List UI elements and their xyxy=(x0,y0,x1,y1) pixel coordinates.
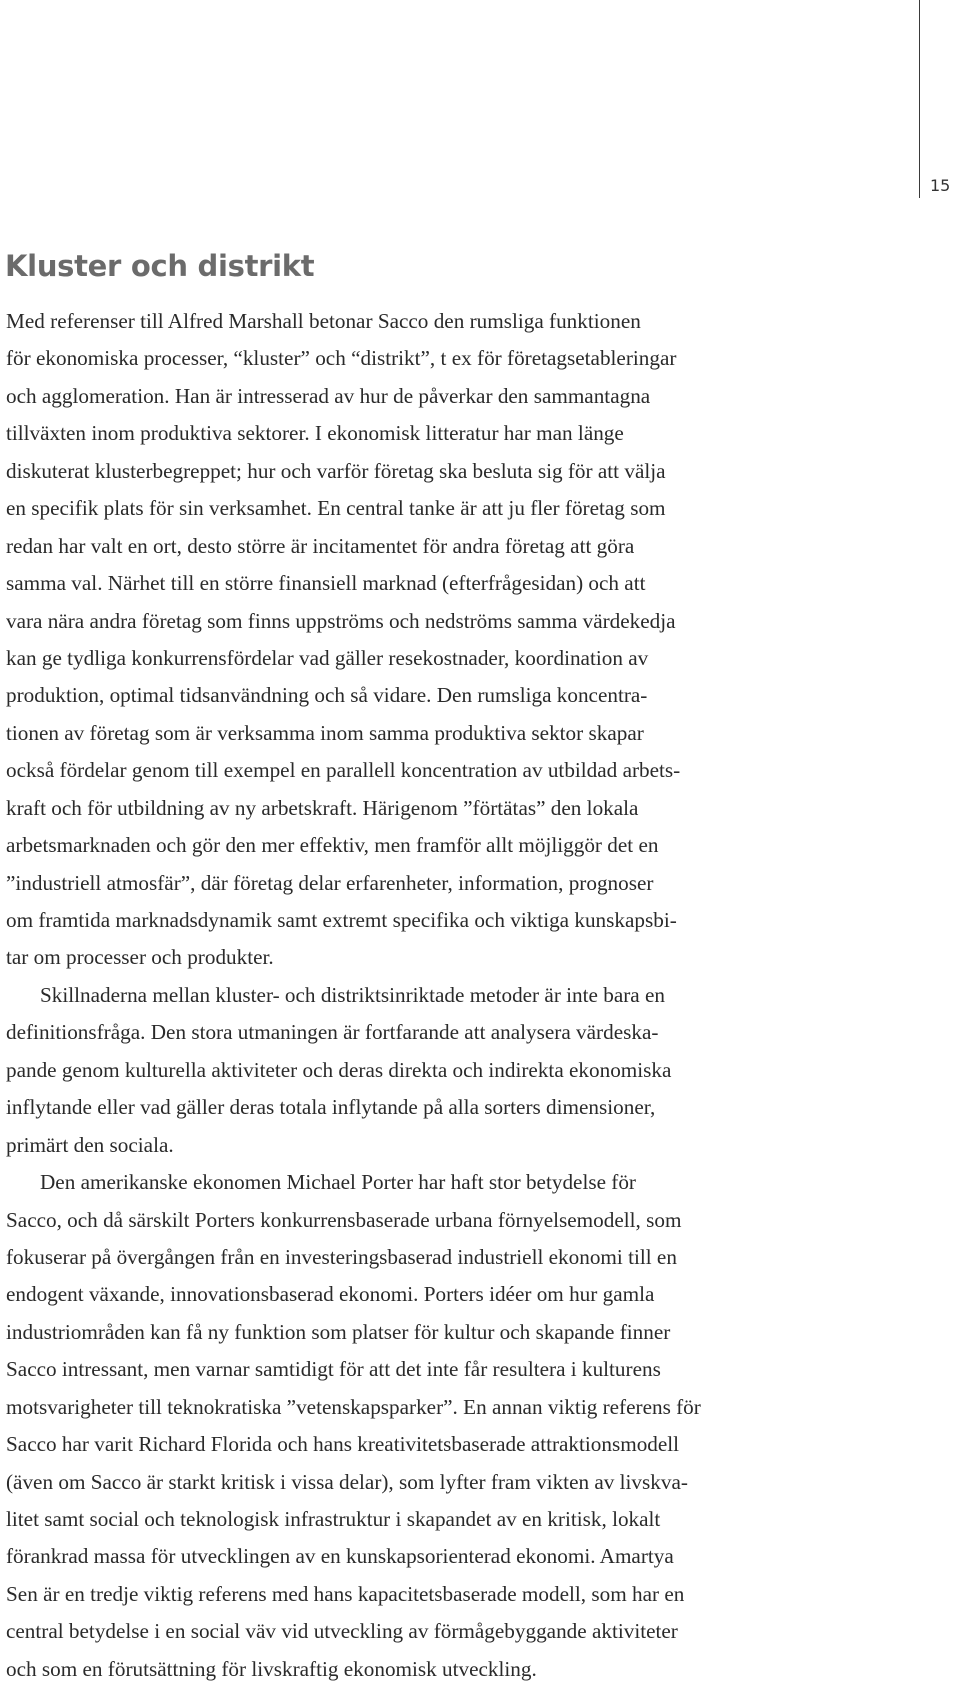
text-line: litet samt social och teknologisk infrastruktur i skapandet av en kritisk, lokalt xyxy=(6,1507,661,1531)
text-line: och agglomeration. Han är intresserad av hur de påverkar den sammantagna xyxy=(6,383,651,408)
text-line: definitionsfråga. Den stora utmaningen är fortfarande att analysera värdeska- xyxy=(6,1020,659,1045)
paragraph xyxy=(6,977,906,1164)
text-line: också fördelar genom till exempel en parallell koncentration av utbildad arbets- xyxy=(6,758,681,783)
text-line: diskuterat klusterbegreppet; hur och varför företag ska besluta sig för att välja xyxy=(6,458,666,483)
text-line: pande genom kulturella aktiviteter och deras direkta och indirekta ekonomiska xyxy=(6,1057,672,1082)
text-line: arbetsmarknaden och gör den mer effektiv, men framför allt möjliggör det en xyxy=(6,833,659,858)
page-margin-rule xyxy=(919,0,920,198)
text-line: Sacco har varit Richard Florida och hans kreativitetsbaserade attraktionsmodell xyxy=(6,1432,680,1457)
text-line: central betydelse i en social väv vid utveckling av förmågebyggande aktiviteter xyxy=(6,1619,678,1644)
text-line: och som en förutsättning för livskraftig ekonomisk utveckling. xyxy=(6,1656,537,1681)
text-line: tar om processer och produkter. xyxy=(6,945,274,970)
text-line: Sacco, och då särskilt Porters konkurrensbaserade urbana förnyelsemodell, som xyxy=(6,1207,682,1232)
text-line: inflytande eller vad gäller deras totala inflytande på alla sorters dimensioner, xyxy=(6,1095,656,1120)
text-line: Sen är en tredje viktig referens med hans kapacitetsbaserade modell, som har en xyxy=(6,1581,685,1606)
text-line: för ekonomiska processer, “kluster” och “distrikt”, t ex för företagsetableringar xyxy=(6,346,677,371)
paragraph xyxy=(6,303,906,977)
text-line: Sacco intressant, men varnar samtidigt för att det inte får resultera i kulturens xyxy=(6,1357,661,1382)
text-line: motsvarigheter till teknokratiska ”vetenskapsparker”. En annan viktig referens för xyxy=(6,1394,701,1419)
body-text xyxy=(6,303,906,1688)
text-line: Med referenser till Alfred Marshall betonar Sacco den rumsliga funktionen xyxy=(6,309,641,333)
text-line: primärt den sociala. xyxy=(6,1132,174,1157)
text-line: om framtida marknadsdynamik samt extremt specifika och viktiga kunskapsbi- xyxy=(6,908,677,932)
text-line: en specifik plats för sin verksamhet. En central tanke är att ju fler företag som xyxy=(6,496,666,521)
text-line: tionen av företag som är verksamma inom samma produktiva sektor skapar xyxy=(6,720,644,745)
text-line: kan ge tydliga konkurrensfördelar vad gäller resekostnader, koordination av xyxy=(6,645,649,670)
text-line: (även om Sacco är starkt kritisk i vissa delar), som lyfter fram vikten av livskva- xyxy=(6,1469,688,1494)
text-line: ”industriell atmosfär”, där företag delar erfarenheter, information, prognoser xyxy=(6,870,654,895)
text-line: vara nära andra företag som finns uppströms och nedströms samma värdekedja xyxy=(6,608,676,633)
text-line: förankrad massa för utvecklingen av en kunskapsorienterad ekonomi. Amartya xyxy=(6,1544,674,1569)
text-line: samma val. Närhet till en större finansiell marknad (efterfrågesidan) och att xyxy=(6,571,646,596)
page-number: 15 xyxy=(930,176,951,195)
text-line: fokuserar på övergången från en investeringsbaserad industriell ekonomi till en xyxy=(6,1244,677,1269)
text-line: endogent växande, innovationsbaserad ekonomi. Porters idéer om hur gamla xyxy=(6,1282,655,1307)
text-line: produktion, optimal tidsanvändning och så vidare. Den rumsliga koncentra- xyxy=(6,683,648,708)
text-line: redan har valt en ort, desto större är incitamentet för andra företag att göra xyxy=(6,533,635,558)
text-line: Skillnaderna mellan kluster- och distriktsinriktade metoder är inte bara en xyxy=(40,982,665,1007)
text-line: kraft och för utbildning av ny arbetskraft. Härigenom ”förtätas” den lokala xyxy=(6,795,639,820)
text-line: tillväxten inom produktiva sektorer. I ekonomisk litteratur har man länge xyxy=(6,421,624,446)
text-line: Den amerikanske ekonomen Michael Porter har haft stor betydelse för xyxy=(40,1170,636,1195)
text-line: industriområden kan få ny funktion som platser för kultur och skapande finner xyxy=(6,1319,671,1344)
section-title: Kluster och distrikt xyxy=(5,249,315,283)
paragraph xyxy=(6,1164,906,1688)
